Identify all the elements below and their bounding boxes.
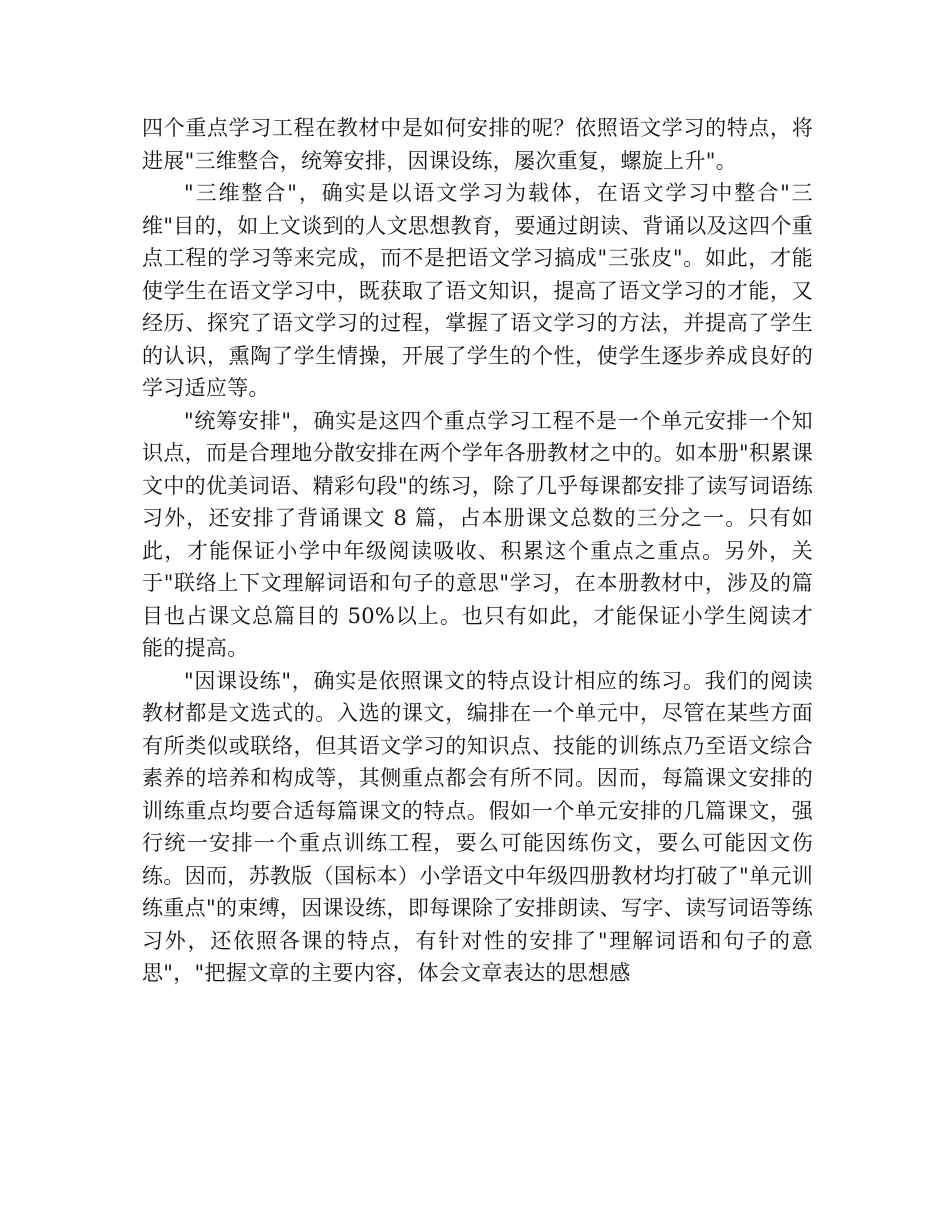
document-body — [142, 112, 813, 990]
paragraph-4: "因课设练"，确实是依照课文的特点设计相应的练习。我们的阅读教材都是文选式的。入选的课文，编排在一个单元中，尽管在某些方面有所类似或联络，但其语文学习的知识点、技能的训练点乃至语文综合素养的培养和构成等，其侧重点都会有所不同。因而，每篇课文安排的训练重点均要合适每篇课文的特点。假如一个单元安排的几篇课文，强行统一安排一个重点训练工程，要么可能因练伤文，要么可能因文伤练。因而，苏教版（国标本）小学语文中年级四册教材均打破了"单元训练重点"的束缚，因课设练，即每课除了安排朗读、写字、读写词语等练习外，还依照各课的特点，有针对性的安排了"理解词语和句子的意思"，"把握文章的主要内容，体会文章表达的思想感 — [142, 668, 813, 985]
paragraph-1: 四个重点学习工程在教材中是如何安排的呢？依照语文学习的特点，将进展"三维整合，统筹安排，因课设练，屡次重复，螺旋上升"。 — [142, 116, 813, 173]
paragraph-3: "统筹安排"，确实是这四个重点学习工程不是一个单元安排一个知识点，而是合理地分散安排在两个学年各册教材之中的。如本册"积累课文中的优美词语、精彩句段"的练习，除了几乎每课都安排了读写词语练习外，还安排了背诵课文 8 篇，占本册课文总数的三分之一。只有如此，才能保证小学中年级阅读吸收、积累这个重点之重点。另外，关于"联络上下文理解词语和句子的意思"学习，在本册教材中，涉及的篇目也占课文总篇目的 50%以上。也只有如此，才能保证小学生阅读才能的提高。 — [142, 408, 813, 660]
paragraph-2: "三维整合"，确实是以语文学习为载体，在语文学习中整合"三维"目的，如上文谈到的人文思想教育，要通过朗读、背诵以及这四个重点工程的学习等来完成，而不是把语文学习搞成"三张皮"。如此，才能使学生在语文学习中，既获取了语文知识，提高了语文学习的才能，又经历、探究了语文学习的过程，掌握了语文学习的方法，并提高了学生的认识，熏陶了学生情操，开展了学生的个性，使学生逐步养成良好的学习适应等。 — [142, 181, 813, 400]
